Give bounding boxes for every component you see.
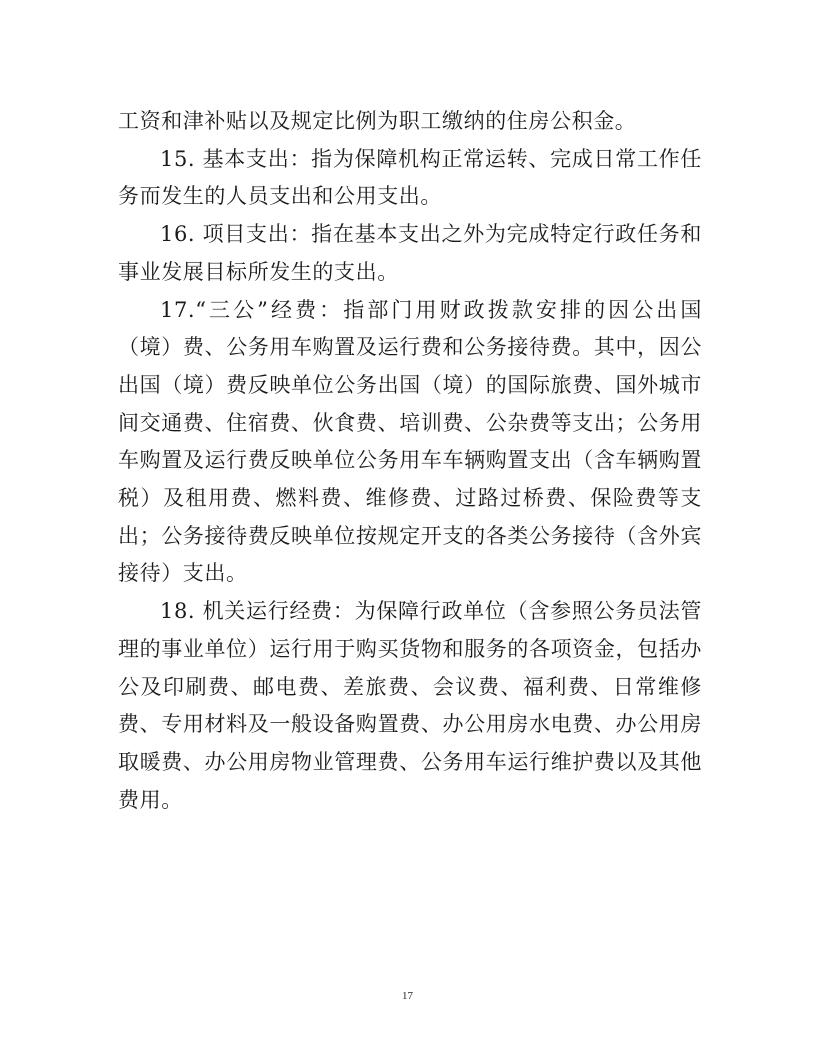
paragraph-item-18-agency-operating-expenses: 18. 机关运行经费：为保障行政单位（含参照公务员法管理的事业单位）运行用于购买货物和服务的各项资金，包括办公及印刷费、邮电费、差旅费、会议费、福利费、日常维修费、专用材料及一般设备购置费、办公用房水电费、办公用房取暖费、办公用房物业管理费、公务用车运行维护费以及其他费用。 <box>118 599 702 812</box>
paragraph-item-16-project-expenditure: 16. 项目支出：指在基本支出之外为完成特定行政任务和事业发展目标所发生的支出。 <box>118 222 702 284</box>
paragraph-item-17-three-public-expenses: 17.“三公”经费：指部门用财政拨款安排的因公出国（境）费、公务用车购置及运行费和公务接待费。其中，因公出国（境）费反映单位公务出国（境）的国际旅费、国外城市间交通费、住宿费、伙食费、培训费、公杂费等支出；公务用车购置及运行费反映单位公务用车车辆购置支出（含车辆购置税）及租用费、燃料费、维修费、过路过桥费、保险费等支出；公务接待费反映单位按规定开支的各类公务接待（含外宾接待）支出。 <box>118 297 702 586</box>
document-body <box>118 103 702 819</box>
page-number: 17 <box>402 990 413 1002</box>
paragraph-item-15-basic-expenditure: 15. 基本支出：指为保障机构正常运转、完成日常工作任务而发生的人员支出和公用支出。 <box>118 146 702 209</box>
paragraph-continuation: 工资和津补贴以及规定比例为职工缴纳的住房公积金。 <box>118 109 637 133</box>
